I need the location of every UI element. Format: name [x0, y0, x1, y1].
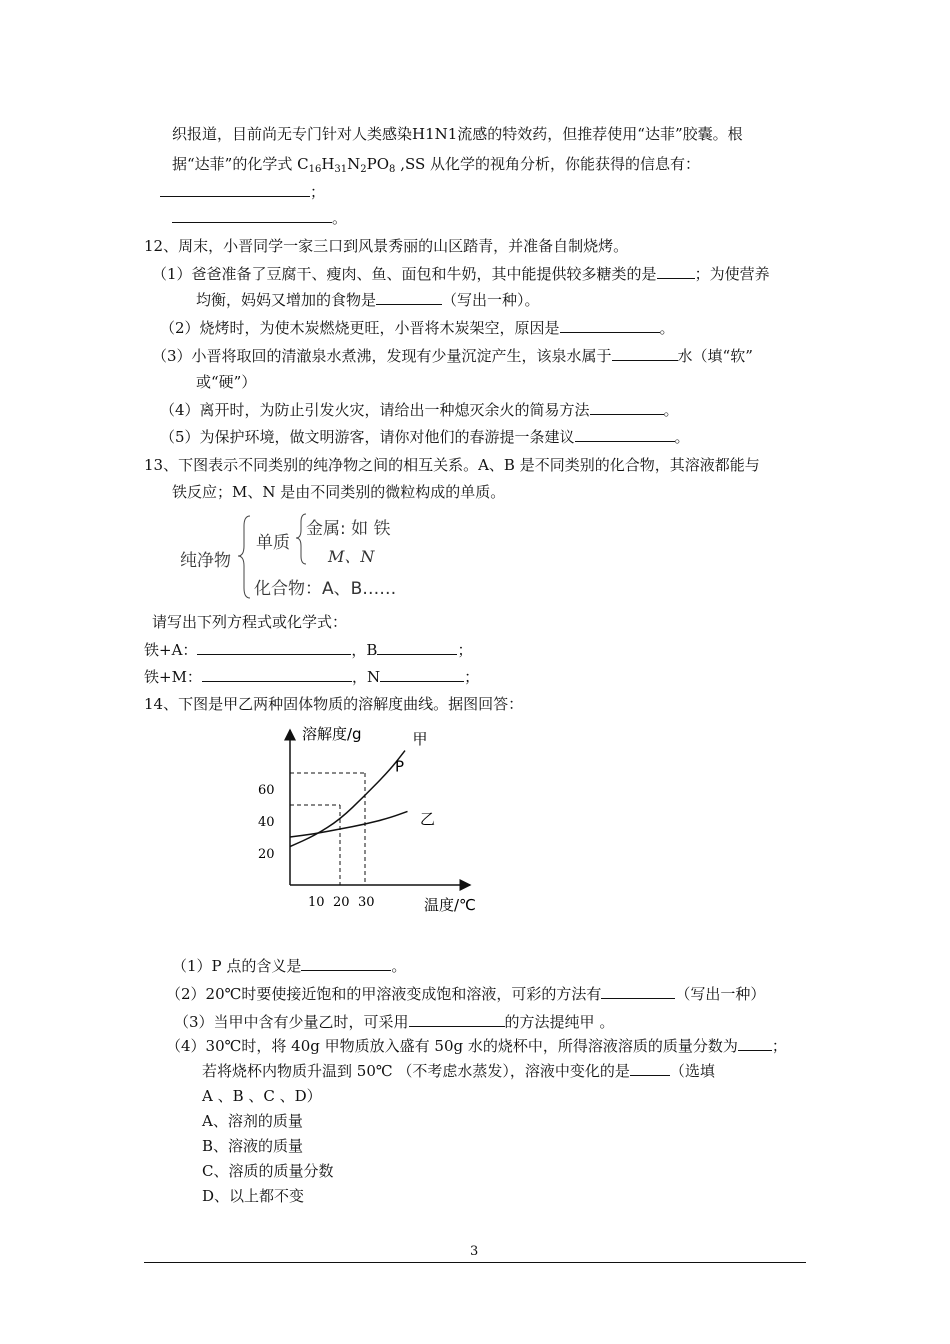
solubility-chart: [250, 722, 510, 922]
y-tick-label-60: 60: [258, 783, 275, 798]
q11-answer1[interactable]: ；: [160, 182, 325, 202]
q11-line2: 据“达菲”的化学式 $C_{16}H_{31}N_2PO_8$ ,SS 从化学的视角分析，你能获得的信息有：: [172, 155, 701, 175]
y-tick-label-40: 40: [258, 815, 275, 830]
q12-blank6[interactable]: [575, 427, 675, 442]
x-axis-label: 温度/℃: [424, 896, 476, 914]
q13-blank2[interactable]: [377, 640, 457, 655]
q14-blank4[interactable]: [738, 1036, 772, 1051]
q13-row1: 铁+A： ，B ；: [144, 641, 473, 659]
classification-diagram: [180, 512, 440, 602]
q14-part4-cont: 若将烧杯内物质升温到 50℃ （不考虑水蒸发），溶液中变化的是 （选填: [202, 1062, 715, 1080]
q13-row2: 铁+M： ，N ；: [144, 668, 480, 686]
q12-title: 12、周末，小晋同学一家三口到风景秀丽的山区踏青，并准备自制烧烤。: [144, 237, 629, 255]
diagram-root: 纯净物: [180, 551, 231, 571]
diagram-metal: 金属: 如 铁: [306, 519, 391, 539]
q12-blank3[interactable]: [560, 318, 660, 333]
q14-blank3[interactable]: [409, 1012, 505, 1027]
q14-option-c[interactable]: C、溶质的质量分数: [202, 1162, 334, 1180]
series-line-jia: [290, 751, 405, 847]
diagram-element: 单质: [256, 533, 290, 553]
q11-line1: 织报道，目前尚无专门针对人类感染H1N1流感的特效药，但推荐使用“达菲”胶囊。根: [172, 125, 743, 143]
q12-part4: （4）离开时，为防止引发火灾，请给出一种熄灭余火的简易方法 。: [160, 401, 679, 419]
y-tick-label-20: 20: [258, 847, 275, 862]
q11-answer2[interactable]: 。: [172, 208, 347, 228]
q14-title: 14、下图是甲乙两种固体物质的溶解度曲线。据图回答：: [144, 695, 524, 713]
footer-rule: [144, 1262, 806, 1263]
q13-blank3[interactable]: [202, 667, 352, 682]
q14-blank5[interactable]: [630, 1061, 670, 1076]
q12-blank2[interactable]: [376, 290, 442, 305]
q12-blank5[interactable]: [590, 400, 664, 415]
series-line-yi: [290, 811, 408, 837]
q14-part2: （2）20℃时要使接近饱和的甲溶液变成饱和溶液，可彩的方法有 （写出一种）: [166, 985, 766, 1003]
q13-blank1[interactable]: [197, 640, 351, 655]
q12-part5: （5）为保护环境，做文明游客，请你对他们的春游提一条建议 。: [160, 428, 690, 446]
q13-title: 13、下图表示不同类别的纯净物之间的相互关系。A、B 是不同类别的化合物，其溶液都能与: [144, 456, 760, 474]
q14-option-a[interactable]: A、溶剂的质量: [202, 1112, 303, 1130]
page-number: 3: [470, 1244, 479, 1259]
q14-part1: （1）P 点的含义是 。: [172, 957, 407, 975]
q13-ask: 请写出下列方程式或化学式：: [152, 613, 348, 631]
y-axis-label: 溶解度/g: [302, 725, 362, 743]
q14-part3: （3）当甲中含有少量乙时，可采用 的方法提纯甲 。: [174, 1013, 615, 1031]
diagram-mn: M、N: [328, 547, 375, 566]
q12-part1: （1）爸爸准备了豆腐干、瘦肉、鱼、面包和牛奶，其中能提供较多糖类的是 ；为使营养: [152, 265, 770, 283]
q13-title-cont: 铁反应；M、N 是由不同类别的微粒构成的单质。: [172, 483, 506, 501]
q14-blank1[interactable]: [301, 956, 391, 971]
x-tick-label-20: 20: [333, 895, 350, 910]
annotation-1: 甲: [412, 730, 428, 749]
q14-option-b[interactable]: B、溶液的质量: [202, 1137, 304, 1155]
q12-blank4[interactable]: [612, 346, 678, 361]
q12-part1-cont: 均衡，妈妈又增加的食物是 （写出一种）。: [196, 291, 540, 309]
annotation-2: 乙: [420, 810, 436, 829]
q13-blank4[interactable]: [380, 667, 464, 682]
q12-part3-cont: 或“硬”）: [196, 373, 257, 391]
annotation-0: P: [395, 757, 405, 776]
q12-part2: （2）烧烤时，为使木炭燃烧更旺，小晋将木炭架空，原因是 。: [160, 319, 675, 337]
q14-blank2[interactable]: [601, 984, 675, 999]
q14-part4-cont2: A 、B 、C 、D）: [202, 1087, 322, 1105]
q14-option-d[interactable]: D、以上都不变: [202, 1187, 305, 1205]
x-tick-label-10: 10: [308, 895, 325, 910]
q14-part4: （4）30℃时，将 40g 甲物质放入盛有 50g 水的烧杯中，所得溶液溶质的质量分数为 ；: [166, 1037, 787, 1055]
q12-part3: （3）小晋将取回的清澈泉水煮沸，发现有少量沉淀产生，该泉水属于 水（填“软”: [152, 347, 753, 365]
q12-blank1[interactable]: [657, 264, 695, 279]
diagram-compound: 化合物：A、B……: [254, 579, 397, 599]
x-tick-label-30: 30: [358, 895, 375, 910]
